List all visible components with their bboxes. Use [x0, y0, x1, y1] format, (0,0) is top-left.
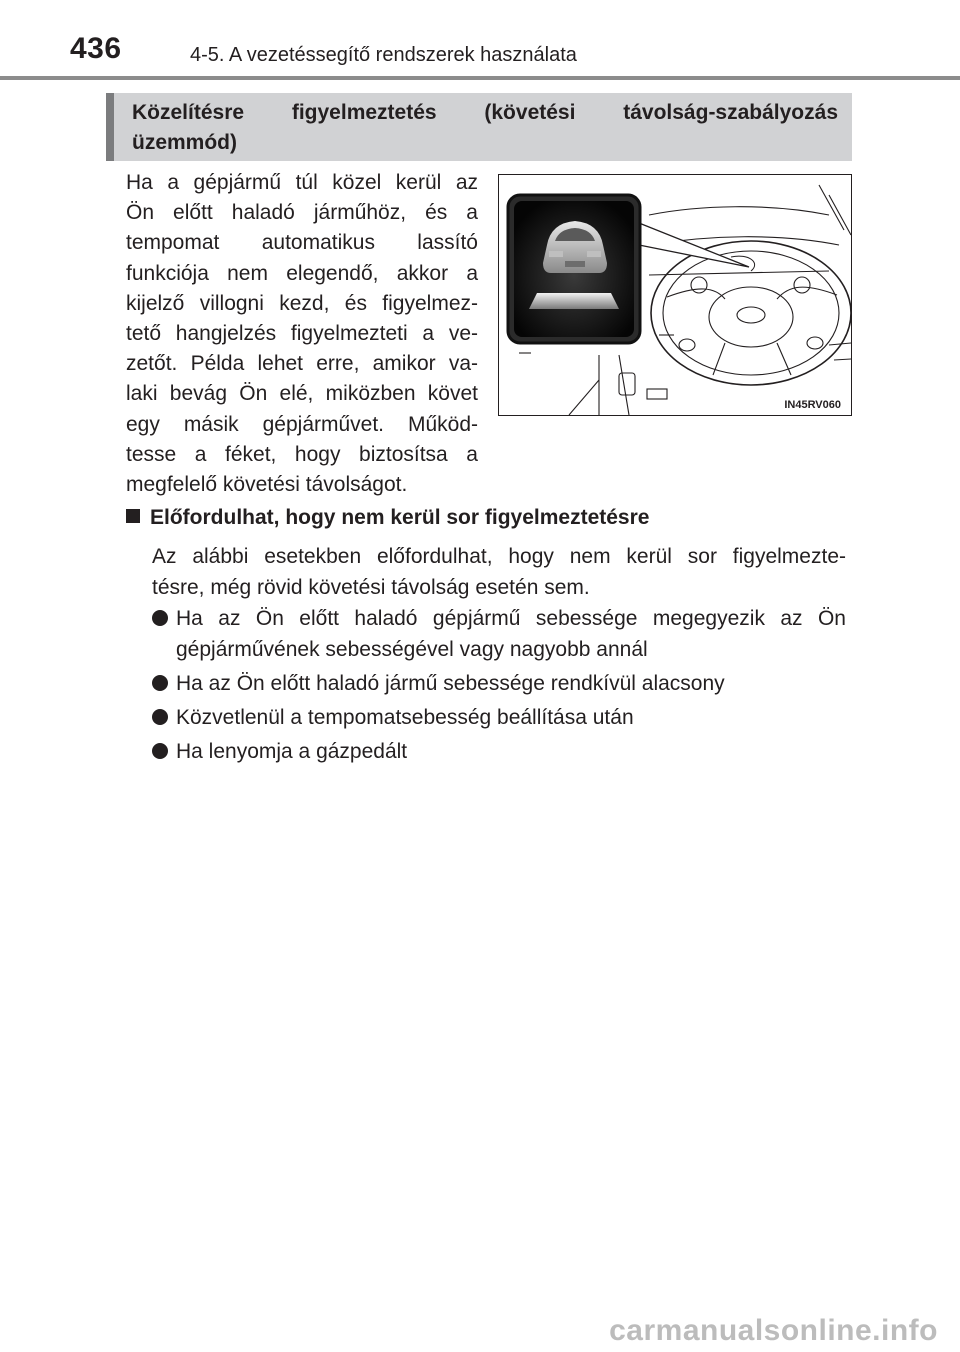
condition-list: [152, 603, 846, 770]
body-line: tésre, még rövid követési távolság esetén sem.: [152, 576, 590, 599]
dashboard-illustration: [498, 174, 852, 416]
page-number: 436: [70, 32, 122, 65]
section-heading-line-2: üzemmód): [132, 131, 237, 154]
list-item: [152, 603, 846, 665]
intro-line: tempomat automatikus lassító: [126, 231, 478, 255]
list-item: [152, 736, 846, 767]
list-item: [152, 668, 846, 699]
bullet-dot-icon: [152, 743, 168, 759]
watermark: carmanualsonline.info: [609, 1314, 938, 1347]
list-item: [152, 702, 846, 733]
bullet-dot-icon: [152, 610, 168, 626]
list-item-line: Ha az Ön előtt haladó gépjármű sebessége megegyezik az Ön: [176, 607, 846, 630]
intro-line: funkciója nem elegendő, akkor a: [126, 261, 478, 285]
figure-code: IN45RV060: [784, 399, 841, 411]
section-title: 4-5. A vezetéssegítő rendszerek használata: [190, 44, 577, 66]
dashboard-drawing: [499, 175, 851, 415]
square-bullet-icon: [126, 509, 140, 523]
intro-paragraph: [126, 168, 478, 500]
bullet-dot-icon: [152, 709, 168, 725]
intro-line: laki bevág Ön elé, miközben követ: [126, 382, 478, 406]
intro-line: zetőt. Példa lehet erre, amikor va-: [126, 352, 478, 376]
list-item-line: Közvetlenül a tempomatsebesség beállítása után: [176, 706, 634, 729]
intro-line: kijelző villogni kezd, és figyelmez-: [126, 291, 478, 315]
intro-line: megfelelő követési távolságot.: [126, 473, 408, 497]
list-item-line: Ha az Ön előtt haladó jármű sebessége rendkívül alacsony: [176, 672, 725, 695]
intro-line: tető hangjelzés figyelmezteti a ve-: [126, 322, 478, 346]
body-line: Az alábbi esetekben előfordulhat, hogy nem kerül sor figyelmezte-: [152, 545, 846, 568]
intro-line: Ha a gépjármű túl közel kerül az: [126, 171, 478, 194]
intro-line: Ön előtt haladó járműhöz, és a: [126, 201, 478, 225]
list-item-line: gépjárművének sebességével vagy nagyobb annál: [176, 638, 648, 661]
section-heading: [106, 93, 852, 161]
section-heading-line-1: Közelítésre figyelmeztetés (követési távolság-szabályozás: [132, 101, 838, 124]
sub-heading-text: Előfordulhat, hogy nem kerül sor figyelmeztetésre: [150, 506, 650, 529]
header-rule: [0, 76, 960, 80]
body-paragraph: [152, 541, 846, 603]
intro-line: egy másik gépjárművet. Működ-: [126, 412, 478, 436]
intro-line: tesse a féket, hogy biztosítsa a: [126, 442, 478, 466]
sub-heading: [126, 506, 649, 530]
list-item-line: Ha lenyomja a gázpedált: [176, 740, 408, 763]
distance-bar-icon: [529, 293, 619, 309]
bullet-dot-icon: [152, 675, 168, 691]
